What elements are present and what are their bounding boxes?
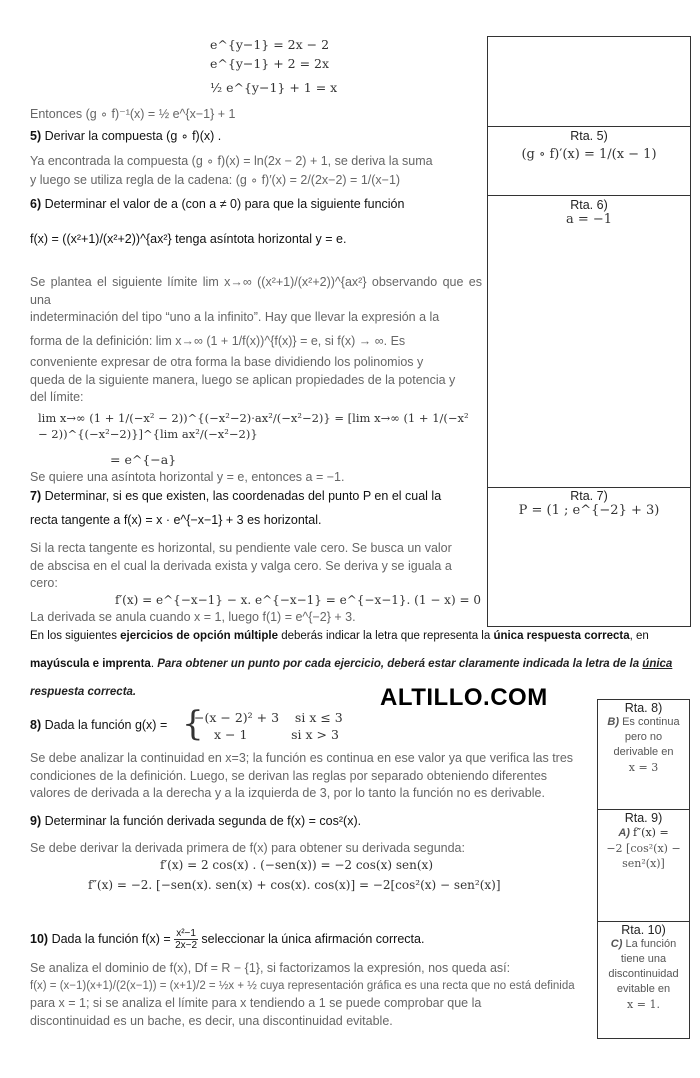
q7-body: Si la recta tangente es horizontal, su pendiente vale cero. Se busca un valor de abscisa en el cual la derivada exista y valga cero. Se deriva y se iguala a cero: xyxy=(30,541,452,590)
inverse-line: Entonces (g ∘ f)⁻¹(x) = ½ e^{x−1} + 1 xyxy=(30,107,236,121)
q5-body-1: Ya encontrada la compuesta (g ∘ f)(x) = ln(2x − 2) + 1, se deriva la suma xyxy=(30,154,433,168)
q6-result: = e^{−a} xyxy=(110,452,177,467)
q8-brace: { xyxy=(182,704,204,744)
q6-big-eq: lim x→∞ (1 + 1/(−x² − 2))^{(−x²−2)·ax²/(−x²−2)} = [lim x→∞ (1 + 1/(−x² − 2))^{(−x²−2)}]^{lim ax²/(−x²−2)} xyxy=(38,411,469,441)
top-eq-2: e^{y−1} + 2 = 2x xyxy=(210,56,330,71)
q7-title: 7) Determinar, si es que existen, las coordenadas del punto P en el cual la xyxy=(30,489,442,503)
rta-9: Rta. 9) A) f″(x) = −2 [cos²(x) − sen²(x)] xyxy=(606,811,681,870)
answer-box-6 xyxy=(487,195,691,488)
q8-piece-2: x − 1 si x > 3 xyxy=(214,727,339,742)
q9-eq-1: f′(x) = 2 cos(x) . (−sen(x)) = −2 cos(x) sen(x) xyxy=(160,858,433,872)
top-eq-1: e^{y−1} = 2x − 2 xyxy=(210,37,330,52)
mc-instructions: En los siguientes ejercicios de opción múltiple deberás indicar la letra que representa la única respuesta correcta, en mayúscula e imprenta. Para obtener un punto por cada ejercicio, deberá estar claramente indicada la letra de la única respuesta correcta. xyxy=(30,630,673,698)
q8-body: Se debe analizar la continuidad en x=3; la función es continua en ese valor ya que verifica las tres condiciones de la definición. Luego, se derivan las reglas por separado obteniendo diferentes valores de derivada a la derecha y a la izquierda de 3, por lo tanto la función no es derivable. xyxy=(30,751,574,800)
q6-body: Se plantea el siguiente límite lim x→∞ ((x²+1)/(x²+2))^{ax²} observando que es una indeterminación del tipo “uno a la infinito”. Hay que llevar la expresión a la forma de la definición: lim x→∞ (1 + 1/f(x))^{f(x)} = e, si f(x) → ∞. Es conveniente expresar de otra forma la base dividiendo los polinomios y queda de la siguiente manera, luego se aplican propiedades de la potencia y del límite: xyxy=(30,275,482,404)
altillo-watermark: ALTILLO.COM xyxy=(380,684,548,711)
q7-conclusion: La derivada se anula cuando x = 1, luego f(1) = e^{−2} + 3. xyxy=(30,610,356,624)
q10-title: 10) Dada la función f(x) = $\frac{\text{x²−1}}{2x-2}$ seleccionar la única afirmación correcta. xyxy=(30,928,425,951)
q10-body: Se analiza el dominio de f(x), Df = R − {1}, si factorizamos la expresión, nos queda así: f(x) = (x−1)(x+1)/(2(x−1)) = (x+1)/2 = ½x + ½ cuya representación gráfica es una recta que no está definida para x = 1; si se analiza el límite para x tendiendo a 1 se puede comprobar que la discontinuidad es un bache, es decir, una discontinuidad evitable. xyxy=(30,961,575,1028)
rta-8: Rta. 8) B) Es continua pero no derivable en x = 3 xyxy=(607,701,680,774)
q5-title: 5) Derivar la compuesta (g ∘ f)(x) . xyxy=(30,129,222,143)
q9-body: Se debe derivar la derivada primera de f(x) para obtener su derivada segunda: xyxy=(30,841,465,855)
rta-6: Rta. 6) a = −1 xyxy=(565,198,613,227)
q6-title: 6) Determinar el valor de a (con a ≠ 0) para que la siguiente función xyxy=(30,197,405,211)
q5-body-2: y luego se utiliza regla de la cadena: (g ∘ f)′(x) = 2/(2x−2) = 1/(x−1) xyxy=(30,173,401,187)
rta-5: Rta. 5) (g ∘ f)′(x) = 1/(x − 1) xyxy=(521,129,657,162)
answer-column-top xyxy=(487,36,691,127)
rta-7: Rta. 7) P = (1 ; e^{−2} + 3) xyxy=(518,489,660,518)
top-eq-3: ½ e^{y−1} + 1 = x xyxy=(210,80,338,95)
rta-10: Rta. 10) C) La función tiene una discontinuidad evitable en x = 1. xyxy=(608,923,679,1011)
q6-title-2: f(x) = ((x²+1)/(x²+2))^{ax²} tenga asíntota horizontal y = e. xyxy=(30,232,347,246)
q9-title: 9) Determinar la función derivada segunda de f(x) = cos²(x). xyxy=(30,814,362,828)
q7-deriv: f′(x) = e^{−x−1} − x. e^{−x−1} = e^{−x−1}. (1 − x) = 0 xyxy=(115,593,481,607)
q6-conclusion: Se quiere una asíntota horizontal y = e, entonces a = −1. xyxy=(30,470,345,484)
q7-title-2: recta tangente a f(x) = x · e^{−x−1} + 3 es horizontal. xyxy=(30,513,322,527)
q8-title: 8) Dada la función g(x) = xyxy=(30,718,168,732)
q9-eq-2: f″(x) = −2. [−sen(x). sen(x) + cos(x). cos(x)] = −2[cos²(x) − sen²(x)] xyxy=(88,878,501,892)
q8-piece-1: −(x − 2)² + 3 si x ≤ 3 xyxy=(194,710,343,725)
